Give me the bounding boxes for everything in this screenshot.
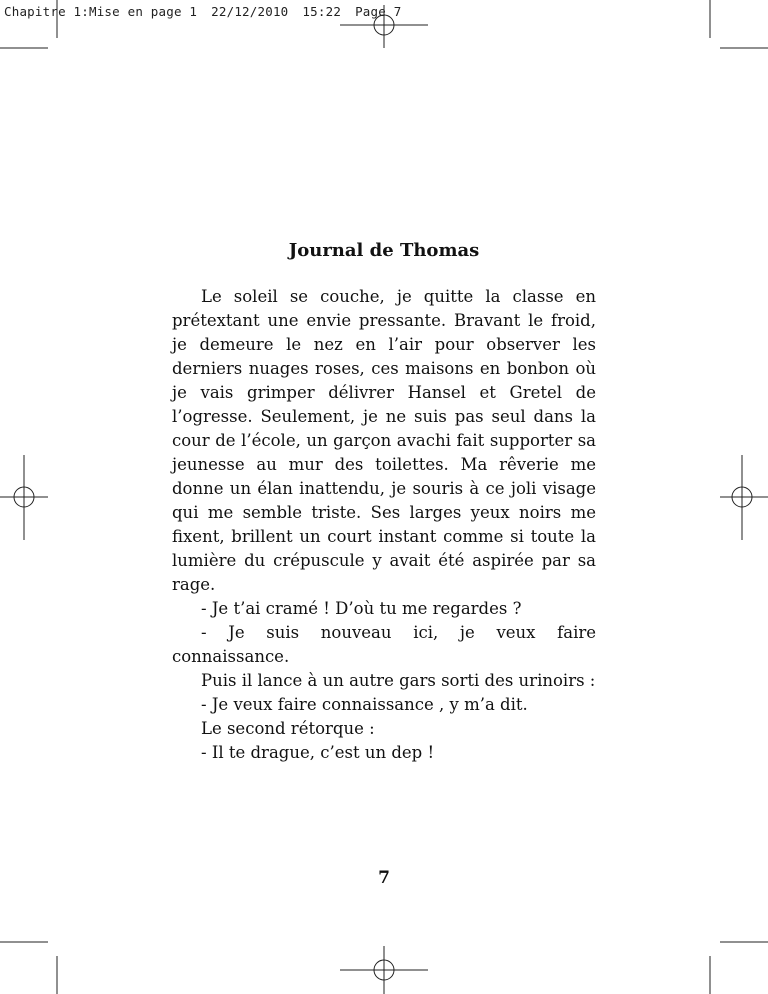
paragraph-dialogue-4: - Il te drague, c’est un dep !: [201, 743, 435, 762]
paragraph-dialogue-1: - Je t’ai cramé ! D’où tu me regardes ?: [201, 599, 522, 618]
slug-file: Chapitre 1:Mise en page 1: [4, 4, 198, 19]
slug-page: Page 7: [355, 4, 402, 19]
registration-mark-left: [0, 455, 48, 540]
slug-time: 15:22: [302, 4, 342, 19]
paragraph-narration: Le soleil se couche, je quitte la classe en prétextant une envie pressante. Bravant le froid, je demeure le nez en l’air pour observer les derniers nuages roses, ces maisons en bonbon où je vais grimper délivrer Hansel et Gretel de l’ogresse. Seulement, je ne suis pas seul dans la cour de l’école, un garçon avachi fait supporter sa jeunesse au mur des toilettes. Ma rêverie me donne un élan inattendu, je souris à ce joli visage qui me semble triste. Ses larges yeux noirs me fixent, brillent un court instant comme si toute la lumière du crépuscule y avait été aspirée par sa rage.: [172, 287, 596, 594]
registration-mark-right: [720, 455, 768, 540]
page-number: 7: [378, 868, 390, 888]
paragraph-dialogue-3: - Je veux faire connaissance , y m’a dit.: [201, 695, 528, 714]
paragraph-narration-2: Puis il lance à un autre gars sorti des urinoirs :: [201, 671, 596, 690]
slug-date: 22/12/2010: [211, 4, 289, 19]
paragraph-narration-3: Le second rétorque :: [201, 719, 375, 738]
chapter-title: Journal de Thomas: [288, 240, 480, 261]
registration-mark-top: [340, 5, 428, 48]
registration-mark-bottom: [340, 946, 428, 994]
paragraph-dialogue-2: - Je suis nouveau ici, je veux faire connaissance.: [172, 623, 596, 666]
body-text: [172, 285, 596, 765]
